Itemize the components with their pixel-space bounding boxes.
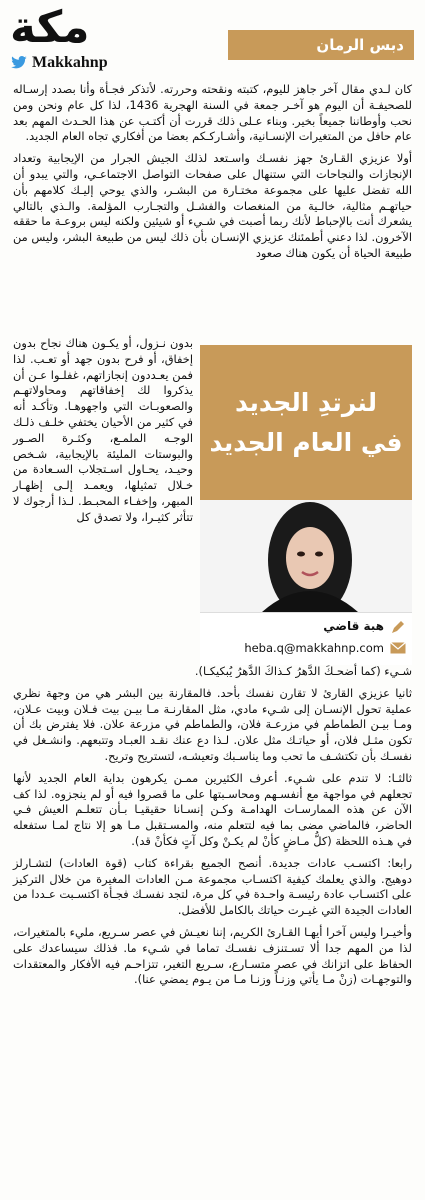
- article-paragraph: بدون نـزول، أو يكـون هناك نجاح بدون إخفاق، أو فرح بدون جهد أو تعـب. لذا فمن يعـددون إنجازاتهم، غفلـوا عـن أن يذكروا لك إخفاقاتهم ومحاولاتهـم والصعوبـات التي واجهوهـا. وتأكـد أنه في كثير من الأحيان يختفي خلـف ذلـك الوجـه الملمـع، وكثـرة الصـور والبوستات المليئة بالإيجابية، شـخص وحيـد، يحـاول اسـتجلاب السـعادة من خـلال تمثيلها، ويعمـد إلـى إظهـار المبهر، وإخفـاء المحبـط. لـذا أرجوك لا تتأثر كثيـرا، ولا تصدق كل: [13, 336, 193, 524]
- author-portrait-illustration: [200, 500, 412, 612]
- article-body-narrow: [13, 336, 193, 532]
- headline-box: [200, 345, 412, 500]
- author-name: هبة قاضي: [323, 619, 384, 633]
- author-email-link[interactable]: heba.q@makkahnp.com: [244, 641, 384, 655]
- article-paragraph: شـيء (كما أضحـكَ الدَّهرُ كـذاكَ الدَّهرُ يُبكيكـا).: [194, 664, 412, 678]
- article-paragraph: ثالثـا: لا تندم على شـيء. أعرف الكثيرين ممـن يكرهون بداية العام الجديد لأنها تجعلهم في مواجهة مع أنفسـهم ومحاسـبتها على ما قصروا فيه أو لم ينجزوه. لذا كف الآن عن هذه الممارسـات الهدامـة وكـن إنسـانا حقيقيـا بـأن تتعلـم العيش فـي الحاضر، فالماضي مضى بما فيه لتتعلم منه، والمسـتقبل مـا هو إلا نتاج لمـا ستفعله في هـذه اللحظة (كلُّ مـاضٍ كأنْ لم يكـنْ وكل آتٍ فكأنْ قد).: [13, 770, 412, 848]
- author-info: [200, 612, 412, 665]
- twitter-link[interactable]: [10, 54, 150, 72]
- article-paragraph: ثانيا عزيزي القارئ لا تقارن نفسك بأحد. فالمقارنة بين البشر هي من وجهة نظري عملية تحول الإنسـان إلى شـيء مادي، مثل المقارنـة مـا بيـن بيت فـلان وبيت عـلان، ومـا بيـن الطماطم في مزرعـة فلان، والطماطم في مزرعة علان. فلا يفترض بك أن تكون مثـل فلان، أو حياتـك مثل علان. لـذا دع عنك نقـد العبـاد وتتبعهم. وانشـغل في نفسـك بأن تكتشـف ما تحب وما يناسـبك وتعيشـه، لتستريح وتريح.: [13, 685, 412, 763]
- twitter-bird-icon: [10, 56, 28, 70]
- author-photo: [200, 500, 412, 612]
- column-title-bar: [228, 30, 414, 60]
- article-paragraph: أولا عزيزي القـارئ جهز نفسـك واسـتعد لذلك الجيش الجرار من الإيجابية وتعداد الإنجازات والنجاحات التي ستنهال على صفحات التواصل الاجتماعـي، والتي يبدو أن الله تفضل عليها على مجموعة مختـارة من البشـر، والذي يوحي إليـك كلامهم بأن حياتهـم مثالية، خالـية من المنغصات والفشـل والتجـارب المؤلمة. والـذي بالتالي يشعرك أنت بالإحباط لأنك ربما أصبت في شـيء أو شيئين ولكنه ليس بروعـة ما حققه الآخرون. لذا دعني أطمئنك عزيزي الإنسـان بأن ذلك ليس من طبيعة البشر، وليس من طبيعة الحياة أن يكون هناك صعود: [13, 151, 412, 260]
- masthead: [10, 4, 150, 84]
- headline-line-2: في العام الجديد: [209, 427, 403, 457]
- column-title: دبس الرمان: [316, 36, 404, 54]
- pen-icon: [390, 619, 406, 635]
- article-body-top: [13, 82, 412, 268]
- article-paragraph: وأخيـرا وليس آخرا أيهـا القـارئ الكريم، إننا نعيـش في عصر سـريع، مليء بالمتغيرات، لذا من المهم جدا ألا تسـتنزف نفسـك تماما في شـيء ما. فذلك سيساعدك على الحفاظ على اتزانك في عصر متسـارع، سـريع التغير، تتزاحـم فيه الأفكار والمعتقدات والتوجهـات (زنْ مـا يأتي وزنـاً وزنـا مـا من يـوم يمضي عنا).: [13, 924, 412, 987]
- article-body-bottom: [13, 664, 412, 994]
- newspaper-logo: مكة: [10, 2, 90, 53]
- twitter-handle: Makkahnp: [32, 54, 108, 71]
- article-paragraph: رابعا: اكتسـب عادات جديدة. أنصح الجميع بقراءة كتاب (قوة العادات) لتشـارلز دوهيج. والذي يعلمك كيفية اكتسـاب مجموعة مـن العادات المغيرة من خلال التركيز على اكتسـاب عادة رئيسـة واحـدة في كل مرة، لتجد نفسـك فجـأة اكتسـبت عـددا من العادات الجيدة التي غيـرت حياتك بالكامل للأفضل.: [13, 855, 412, 918]
- headline-line-1: لنرتدِ الجديد: [235, 387, 377, 417]
- article-paragraph: كان لـدي مقال آخر جاهز لليوم، كتبته ونقحته وحررته. لأتذكر فجـأة وأنا بصدد إرسـاله للصحيفـة أن اليوم هو آخـر جمعة في السنة الهجرية 1436، لذا كل عام ونحن ومن نحب وأوطاننا جميعاً بخير. وبناء عـلى ذلك قررت أن أكتـب عن هذا الحـدث المهم بعد عام حافل من المتغيرات الإنسـانية، وأشـاركـكم بعضا من أفكاري تجاه العام الجديد.: [13, 82, 412, 144]
- mail-icon: [390, 642, 406, 654]
